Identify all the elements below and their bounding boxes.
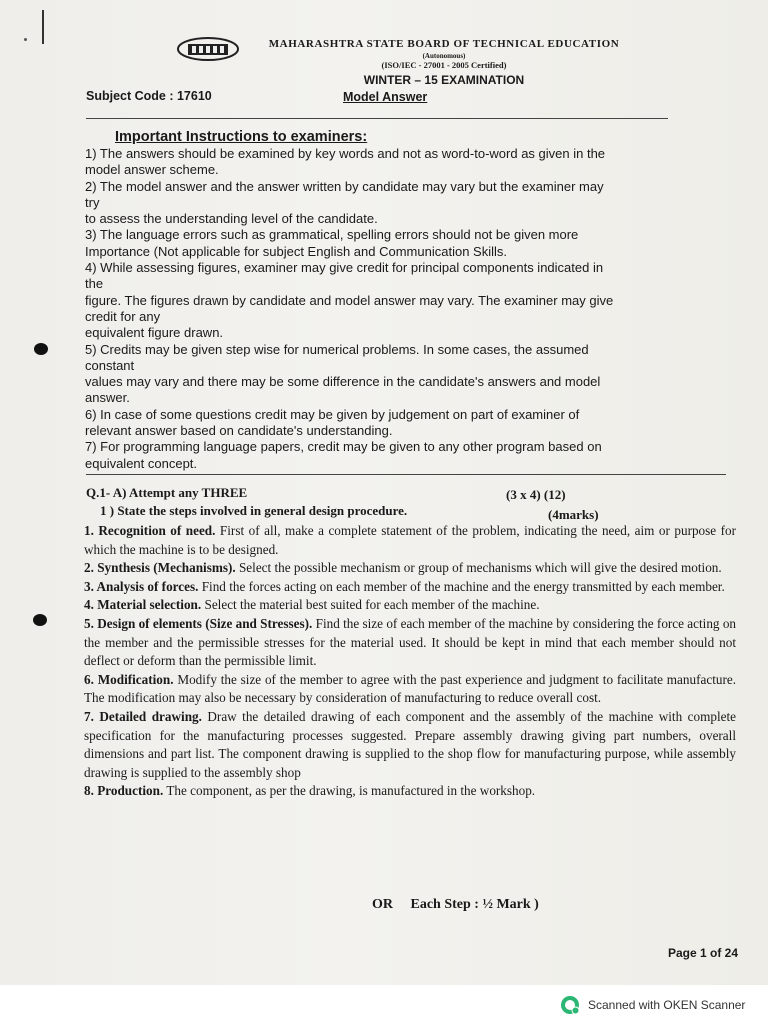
answer-step — [84, 522, 736, 559]
instruction-line: 7) For programming language papers, credit may be given to any other program based on — [85, 439, 602, 455]
instruction-line: credit for any — [85, 308, 161, 324]
exam-title: WINTER – 15 EXAMINATION — [363, 73, 525, 87]
instructions-list — [85, 146, 715, 472]
scanner-label: Scanned with OKEN Scanner — [588, 998, 746, 1012]
sub-question: 1 ) State the steps involved in general design procedure. — [100, 503, 408, 518]
answer-step — [84, 671, 736, 708]
iso-certification: (ISO/IEC - 27001 - 2005 Certified) — [381, 60, 507, 70]
board-name: MAHARASHTRA STATE BOARD OF TECHNICAL EDUCATION — [268, 38, 620, 50]
instruction-line: 5) Credits may be given step wise for numerical problems. In some cases, the assumed — [85, 341, 589, 357]
margin-mark — [42, 10, 44, 44]
step-text: Modify the size of the member to agree with the past experience and judgment to facilitate manufacture. The modification may also be necessary by consideration of manufacturing to reduce overall cost. — [84, 671, 736, 706]
instruction-line: values may vary and there may be some difference in the candidate's answers and model — [85, 374, 601, 390]
scanner-logo-icon — [560, 995, 580, 1015]
instruction-line: answer. — [85, 390, 130, 406]
punch-hole-1 — [34, 343, 48, 355]
answer-step — [84, 615, 736, 671]
marking-note: OR Each Step : ½ Mark ) — [372, 897, 539, 912]
instruction-line: try — [85, 194, 100, 210]
step-text: Draw the detailed drawing of each component and the assembly of the machine with complete specification for the manufacturing processes suggested. Prepare assembly drawing giving part numbers, overall dimensions and part list. The component drawing is supplied to the shop flow for manufacturing purpose, while assembly drawing is supplied to the assembly shop — [84, 708, 736, 780]
subject-code: Subject Code : 17610 — [86, 89, 212, 103]
instruction-line: equivalent concept. — [85, 455, 198, 471]
answer-step — [84, 559, 736, 578]
step-text: Select the possible mechanism or group of mechanisms which will give the desired motion. — [235, 560, 722, 576]
instruction-line: 3) The language errors such as grammatical, spelling errors should not be given more — [85, 227, 579, 243]
model-answer-title: Model Answer — [343, 90, 428, 104]
instructions-divider — [86, 474, 726, 475]
step-text: Select the material best suited for each member of the machine. — [201, 597, 540, 613]
step-text: The component, as per the drawing, is manufactured in the workshop. — [163, 783, 536, 799]
step-title: 4. Material selection. — [84, 597, 202, 613]
margin-dot — [24, 38, 27, 41]
question-heading: Q.1- A) Attempt any THREE — [86, 485, 248, 500]
answer-step — [84, 708, 736, 782]
question-marks: (3 x 4) (12) — [506, 487, 566, 502]
step-title: 8. Production. — [84, 783, 164, 799]
step-title: 3. Analysis of forces. — [84, 578, 199, 594]
answer-steps — [84, 522, 736, 801]
instruction-line: model answer scheme. — [85, 162, 219, 178]
step-text: First of all, make a complete statement of the problem, indicating the need, aim or purpose for which the machine is to be designed. — [84, 523, 737, 557]
autonomous-label: (Autonomous) — [422, 52, 466, 60]
step-title: 6. Modification. — [84, 671, 174, 687]
step-title: 1. Recognition of need. — [84, 523, 216, 538]
answer-step — [84, 596, 736, 615]
instruction-line: figure. The figures drawn by candidate and model answer may vary. The examiner may give — [85, 292, 614, 308]
step-text: Find the size of each member of the machine by considering the force acting on the member and the permissible stresses for the material used. It should be kept in mind that each member should not deflect or deform than the permissible limit. — [84, 615, 737, 669]
punch-hole-2 — [33, 614, 47, 626]
scanner-watermark — [560, 995, 745, 1015]
instruction-line: to assess the understanding level of the candidate. — [85, 211, 378, 227]
instruction-line: constant — [85, 357, 135, 373]
instruction-line: equivalent figure drawn. — [85, 325, 224, 341]
step-title: 2. Synthesis (Mechanisms). — [84, 560, 236, 576]
step-title: 5. Design of elements (Size and Stresses). — [84, 615, 313, 631]
instruction-line: 4) While assessing figures, examiner may give credit for principal components indicated in — [85, 260, 604, 276]
instruction-line: 1) The answers should be examined by key words and not as word-to-word as given in the — [85, 146, 606, 161]
instruction-line: relevant answer based on candidate's understanding. — [85, 423, 393, 439]
instruction-line: Importance (Not applicable for subject English and Communication Skills. — [85, 243, 507, 259]
answer-step — [84, 578, 736, 597]
page-number: Page 1 of 24 — [668, 946, 739, 960]
instruction-line: 2) The model answer and the answer written by candidate may vary but the examiner may — [85, 178, 604, 194]
step-text: Find the forces acting on each member of the machine and the energy transmitted by each member. — [198, 578, 725, 594]
header-divider — [86, 118, 668, 119]
instruction-line: 6) In case of some questions credit may be given by judgement on part of examiner of — [85, 406, 580, 422]
step-title: 7. Detailed drawing. — [84, 708, 202, 724]
instructions-title: Important Instructions to examiners: — [115, 129, 368, 145]
sub-question-marks: (4marks) — [548, 507, 599, 522]
answer-step — [84, 782, 736, 801]
instruction-line: the — [85, 276, 104, 292]
